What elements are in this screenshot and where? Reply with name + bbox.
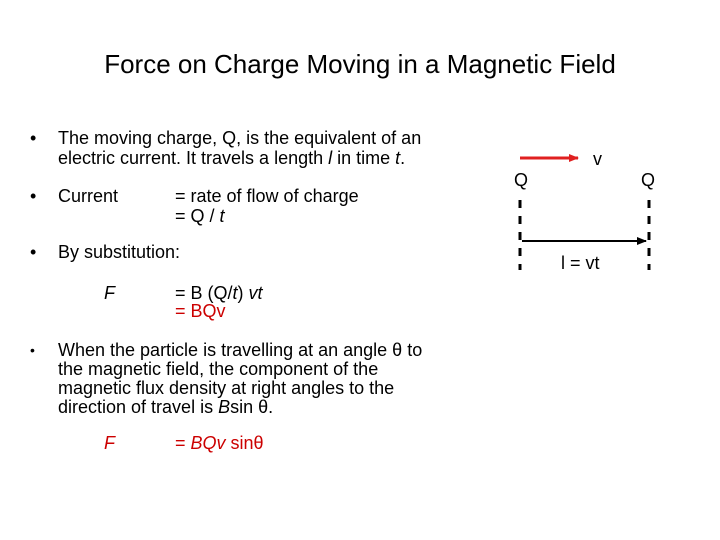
bullet-1-line-1: The moving charge, Q, is the equivalent of an	[58, 128, 422, 148]
bullet-glyph: •	[30, 242, 37, 262]
eq2-symbol: F	[104, 433, 115, 453]
bullet-2-label: Current	[58, 186, 119, 206]
slide-title: Force on Charge Moving in a Magnetic Field	[104, 49, 616, 79]
bullet-4-line-4: direction of travel is Bsin θ.	[58, 397, 274, 417]
bullet-3-label: By substitution:	[58, 242, 181, 262]
bullet-1-line-2: electric current. It travels a length l in time t.	[58, 148, 406, 168]
charge-label-left: Q	[514, 170, 529, 190]
bullet-glyph: •	[30, 186, 37, 206]
bullet-glyph: •	[30, 342, 35, 358]
bullet-4-line-3: magnetic flux density at right angles to the	[58, 378, 395, 398]
bullet-4-line-2: the magnetic field, the component of the	[58, 359, 379, 379]
bullet-glyph: •	[30, 128, 37, 148]
velocity-label: v	[593, 149, 602, 169]
eq1-symbol: F	[104, 283, 115, 303]
eq2-rhs: = BQv sinθ	[175, 433, 264, 453]
bullet-2-line-1: = rate of flow of charge	[175, 186, 359, 206]
eq1-rhs-line-1: = B (Q/t) vt	[175, 283, 263, 303]
eq1-rhs-line-2: = BQv	[175, 301, 226, 321]
length-label: l = vt	[561, 253, 600, 273]
bullet-4-line-1: When the particle is travelling at an angle θ to	[58, 340, 423, 360]
charge-label-right: Q	[641, 170, 656, 190]
bullet-2-line-2: = Q / t	[175, 206, 225, 226]
